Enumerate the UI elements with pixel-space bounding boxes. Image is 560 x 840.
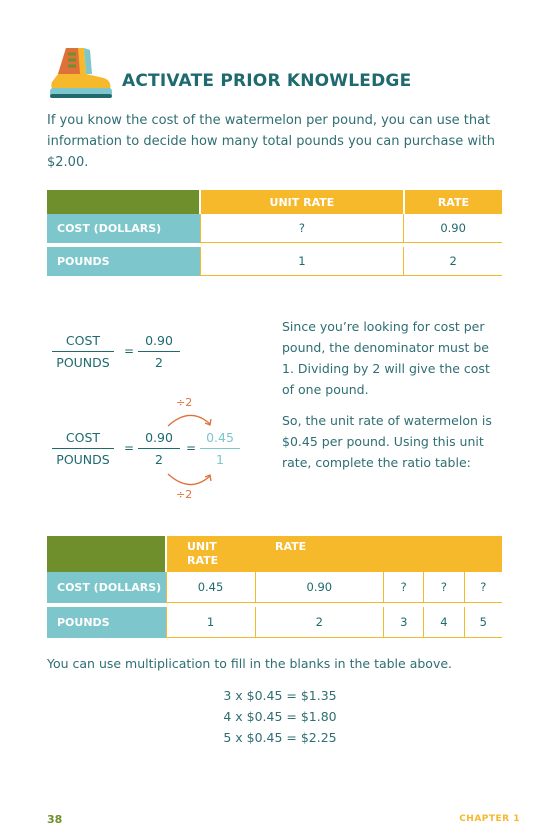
- numerator: COST: [65, 430, 101, 445]
- row-label: COST (DOLLARS): [47, 572, 166, 603]
- hiking-boot-icon: [44, 44, 114, 102]
- equals-sign: =: [186, 441, 197, 455]
- ratio-table: [47, 536, 502, 638]
- column-header: [166, 536, 255, 572]
- curved-arrow-icon: [164, 408, 216, 430]
- chapter-label: CHAPTER 1: [459, 814, 520, 824]
- page-number: 38: [47, 813, 63, 826]
- equals-sign: =: [124, 344, 135, 358]
- denominator: POUNDS: [56, 452, 110, 467]
- table-cell: ?: [200, 214, 404, 243]
- explanation-text: Since you’re looking for cost per pound, the denominator must be 1. Dividing by 2 will give the cost of one pound.: [282, 319, 490, 397]
- denominator: 2: [155, 452, 163, 467]
- denominator: POUNDS: [56, 355, 110, 370]
- table-cell: 3: [384, 607, 424, 638]
- header-line: UNIT: [187, 540, 217, 553]
- table-cell: ?: [464, 572, 502, 603]
- table-cell: 0.90: [404, 214, 502, 243]
- divide-label: ÷2: [176, 396, 193, 409]
- equals-sign: =: [124, 441, 135, 455]
- unit-rate-table: [47, 190, 502, 276]
- section-heading: ACTIVATE PRIOR KNOWLEDGE: [122, 71, 412, 91]
- denominator: 1: [216, 452, 224, 467]
- numerator: 0.45: [206, 430, 234, 445]
- calculation-line: 3 x $0.45 = $1.35: [223, 688, 337, 703]
- intro-paragraph: If you know the cost of the watermelon per pound, you can use that information to decide how many total pounds you can purchase with $2.00.: [47, 113, 495, 170]
- calculation-line: 4 x $0.45 = $1.80: [223, 709, 337, 724]
- table-cell: 5: [464, 607, 502, 638]
- numerator: 0.90: [145, 333, 173, 348]
- table-cell: ?: [384, 572, 424, 603]
- table-corner: [47, 536, 166, 572]
- column-header: RATE: [255, 536, 502, 572]
- table-cell: 0.45: [166, 572, 255, 603]
- calculation-line: 5 x $0.45 = $2.25: [223, 730, 337, 745]
- table-cell: 1: [200, 247, 404, 276]
- divide-label: ÷2: [176, 488, 193, 501]
- column-header: UNIT RATE: [200, 190, 404, 214]
- denominator: 2: [155, 355, 163, 370]
- row-label: COST (DOLLARS): [47, 214, 200, 243]
- fraction-cost-pounds: [52, 430, 114, 467]
- numerator: 0.90: [145, 430, 173, 445]
- table-cell: 2: [404, 247, 502, 276]
- column-header: RATE: [404, 190, 502, 214]
- header-line: RATE: [187, 554, 219, 567]
- multiplication-note: You can use multiplication to fill in the blanks in the table above.: [47, 656, 452, 671]
- table-cell: 1: [166, 607, 255, 638]
- row-label: POUNDS: [47, 607, 166, 638]
- numerator: COST: [65, 333, 101, 348]
- table-cell: 0.90: [255, 572, 384, 603]
- row-label: POUNDS: [47, 247, 200, 276]
- fraction-value: [138, 333, 180, 370]
- table-corner: [47, 190, 200, 214]
- table-cell: 4: [424, 607, 464, 638]
- table-cell: 2: [255, 607, 384, 638]
- fraction-unit-rate: [200, 430, 240, 467]
- fraction-value: [138, 430, 180, 467]
- fraction-cost-pounds: [52, 333, 114, 370]
- explanation-text: So, the unit rate of watermelon is $0.45 per pound. Using this unit rate, complete the ratio table:: [282, 413, 492, 470]
- table-cell: ?: [424, 572, 464, 603]
